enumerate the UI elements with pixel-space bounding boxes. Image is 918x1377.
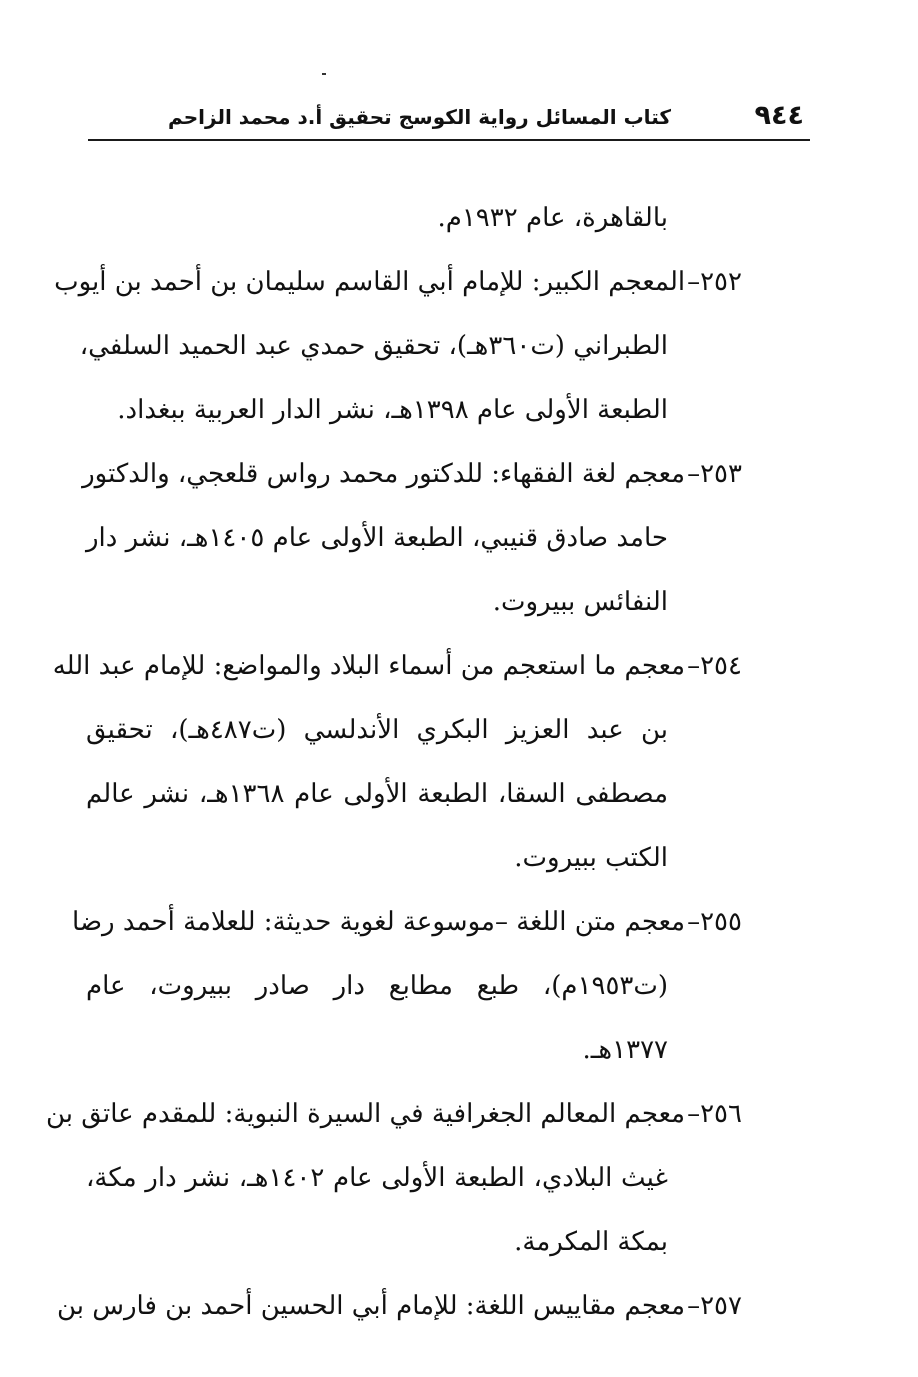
entry-text: معجم لغة الفقهاء: للدكتور محمد رواس قلعجي، والدكتور [82,459,686,489]
entry-254-line-4: الكتب ببيروت. [514,843,668,873]
entry-253-line-2: حامد صادق قنيبي، الطبعة الأولى عام ١٤٠٥هـ، نشر دار [86,523,668,553]
entry-number: ٢٥٢– [687,267,742,297]
page-header [88,98,808,138]
entry-254-line-3: مصطفى السقا، الطبعة الأولى عام ١٣٦٨هـ، نشر عالم [86,779,668,809]
entry-255-line-1 [72,890,742,954]
entry-text: معجم مقاييس اللغة: للإمام أبي الحسين أحمد بن فارس بن [56,1291,686,1321]
entry-253-line-1 [82,442,742,506]
entry-number: ٢٥٥– [687,907,742,937]
entry-256-line-3: بمكة المكرمة. [514,1227,668,1257]
stray-ink-mark [322,73,326,75]
entry-254-line-2: بن عبد العزيز البكري الأندلسي (ت٤٨٧هـ)، تحقيق [86,715,668,745]
entry-255-line-2: (ت١٩٥٣م)، طبع مطابع دار صادر ببيروت، عام [86,971,668,1001]
entry-text: معجم متن اللغة –موسوعة لغوية حديثة: للعلامة أحمد رضا [72,907,686,937]
entry-254-line-1 [52,634,742,698]
entry-256-line-2: غيث البلادي، الطبعة الأولى عام ١٤٠٢هـ، نشر دار مكة، [86,1163,669,1193]
entry-text: معجم المعالم الجغرافية في السيرة النبوية: للمقدم عاتق بن [45,1099,686,1129]
entry-252-line-2: الطبراني (ت٣٦٠هـ)، تحقيق حمدي عبد الحميد السلفي، [79,331,668,361]
entry-257-line-1 [56,1274,742,1338]
entry-252-line-3: الطبعة الأولى عام ١٣٩٨هـ، نشر الدار العربية ببغداد. [117,395,668,425]
entry-252-line-1 [54,250,742,314]
continuation-line: بالقاهرة، عام ١٩٣٢م. [437,203,668,233]
entry-number: ٢٥٣– [687,459,742,489]
entry-256-line-1 [45,1082,742,1146]
entry-number: ٢٥٧– [687,1291,742,1321]
running-title: كتاب المسائل رواية الكوسج تحقيق أ.د محمد الزاحم [168,105,671,129]
entry-text: معجم ما استعجم من أسماء البلاد والمواضع: للإمام عبد الله [52,651,686,681]
page-number: ٩٤٤ [754,100,804,131]
entry-255-line-3: ١٣٧٧هـ. [582,1035,668,1065]
entry-number: ٢٥٦– [687,1099,742,1129]
entry-number: ٢٥٤– [687,651,742,681]
entry-253-line-3: النفائس ببيروت. [492,587,668,617]
header-rule [88,139,810,141]
entry-text: المعجم الكبير: للإمام أبي القاسم سليمان بن أحمد بن أيوب [54,267,686,297]
